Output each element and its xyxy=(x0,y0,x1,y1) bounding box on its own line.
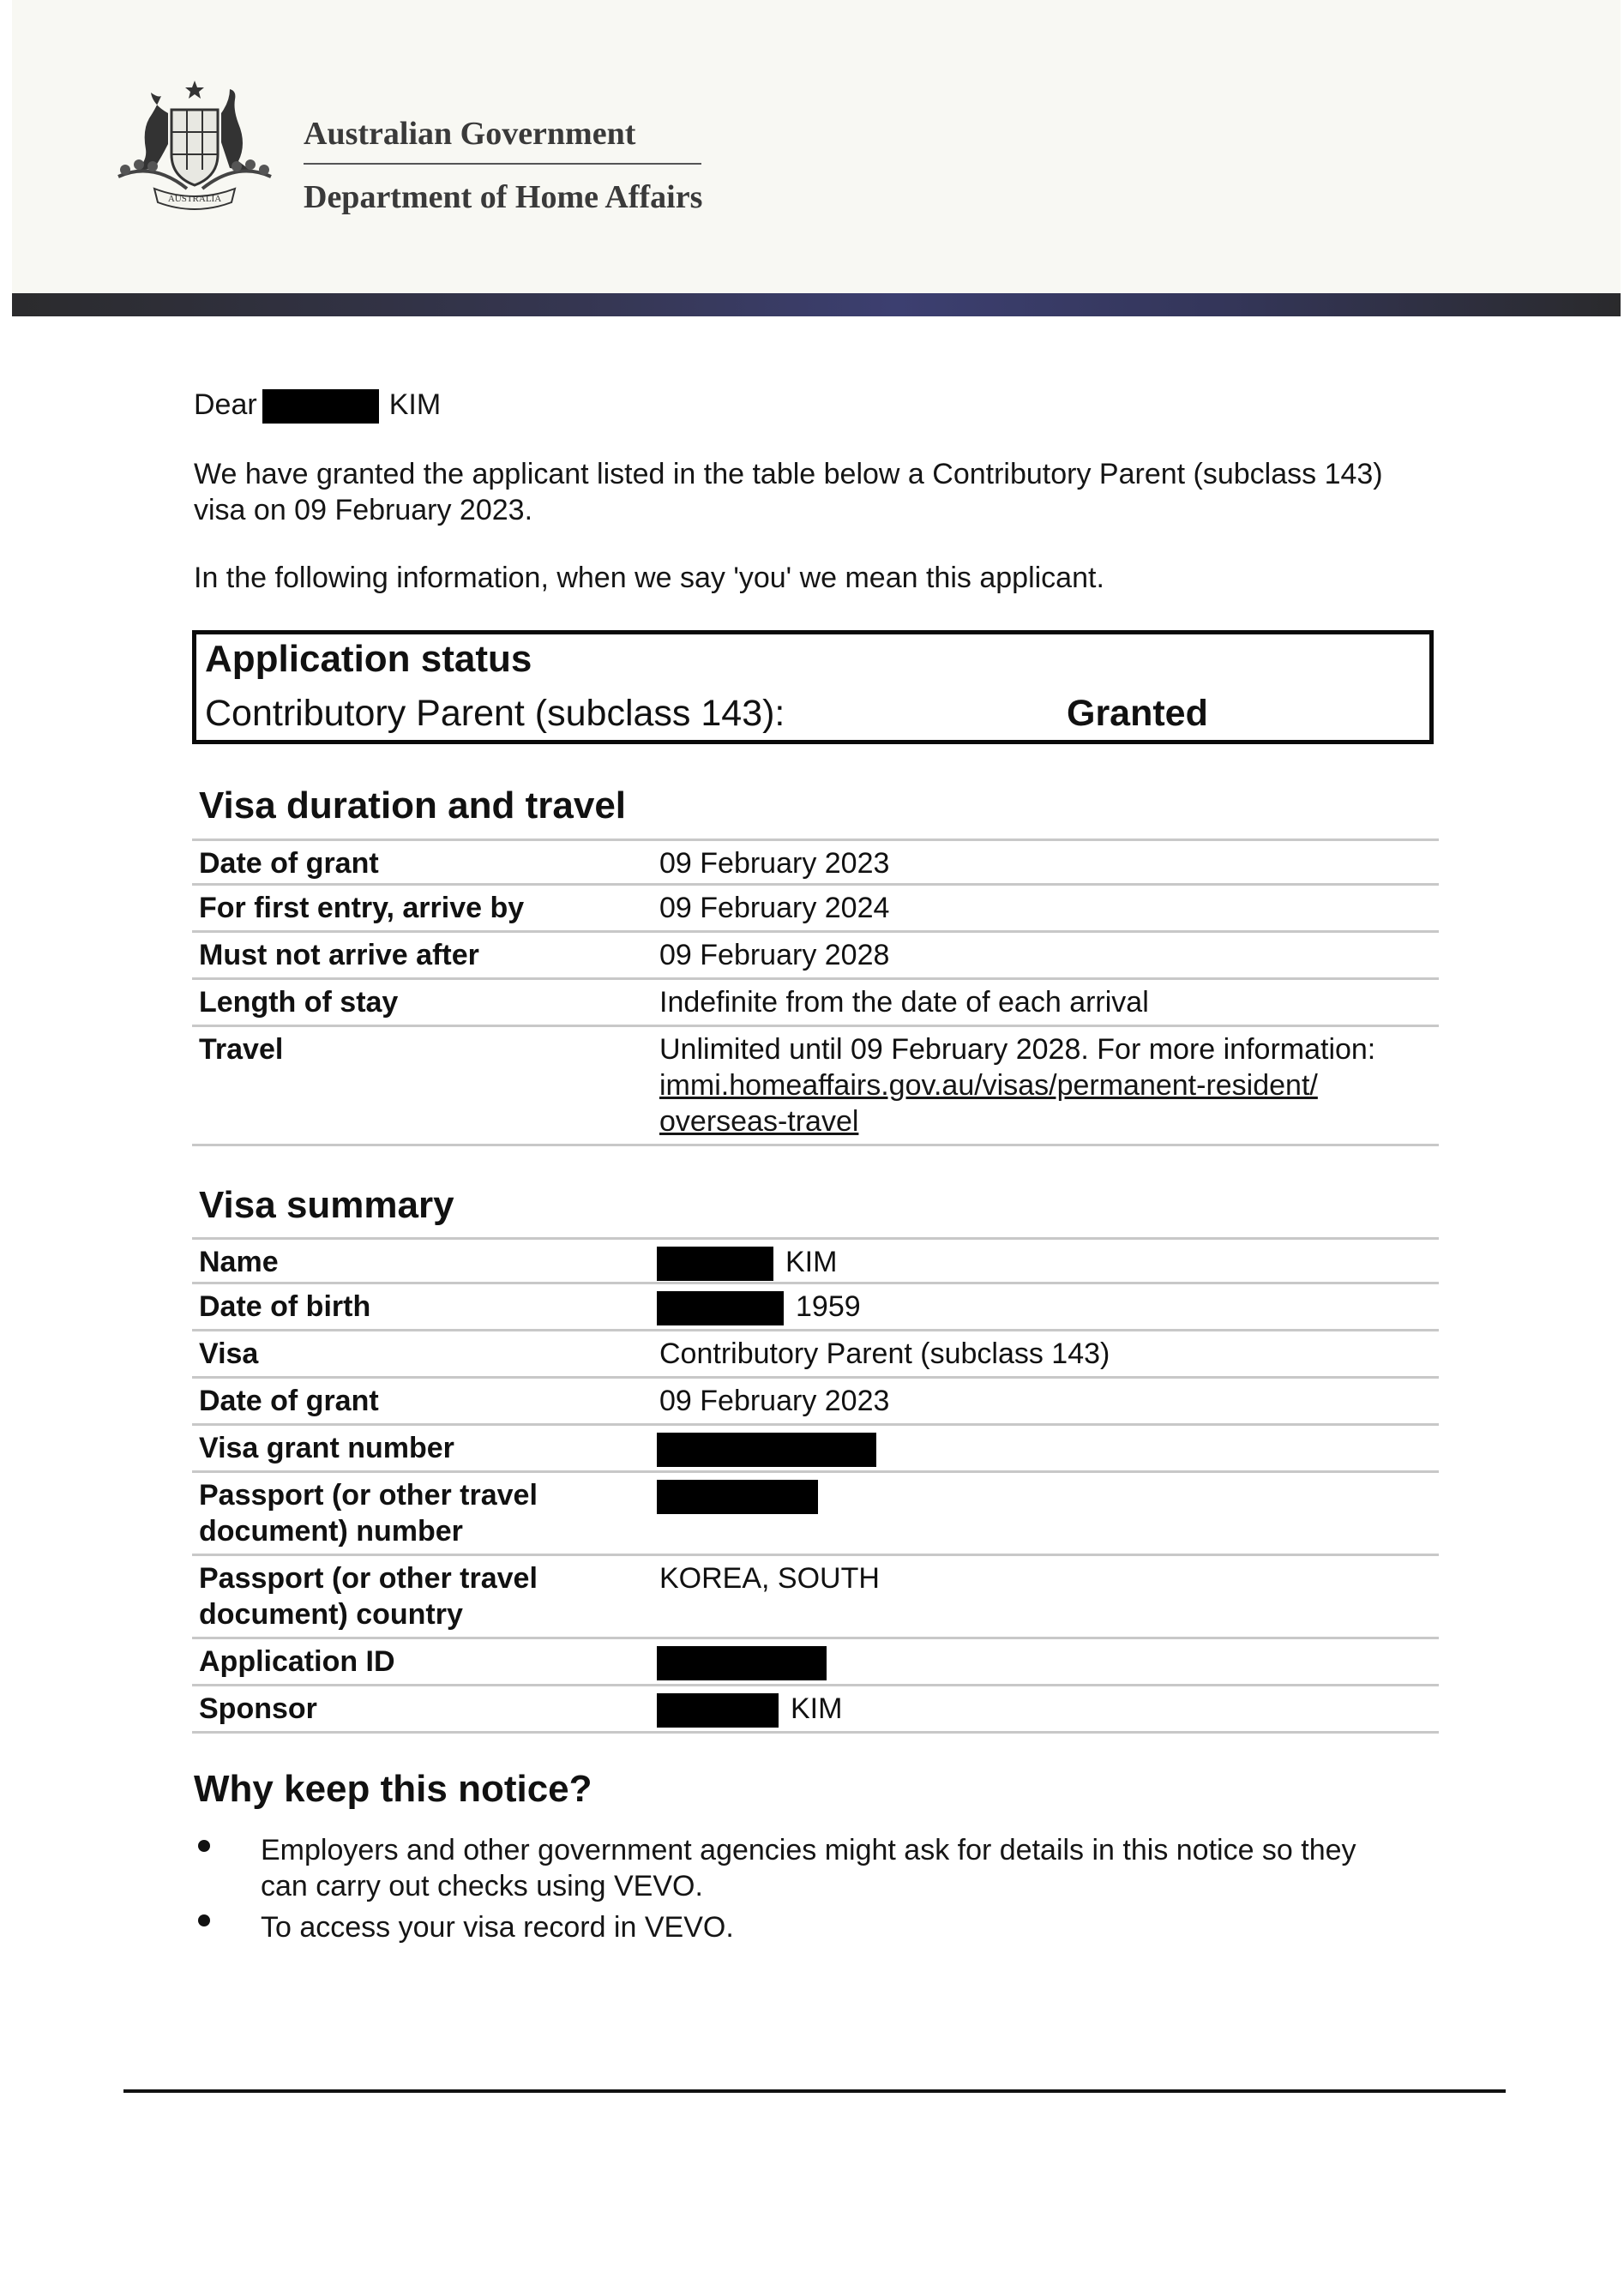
table-row xyxy=(192,1027,1439,1146)
redaction xyxy=(657,1480,818,1514)
salutation-name: KIM xyxy=(388,388,442,421)
status-value: Granted xyxy=(1067,693,1208,734)
table-row xyxy=(192,1639,1439,1686)
table-row xyxy=(192,1556,1439,1639)
intro-line-2: visa on 09 February 2023. xyxy=(194,494,533,526)
row-label: Passport (or other travel document) number xyxy=(199,1479,538,1548)
row-label: Length of stay xyxy=(199,986,399,1019)
bullet-icon xyxy=(198,1840,210,1852)
row-label: Visa grant number xyxy=(199,1432,454,1464)
table-row xyxy=(192,1379,1439,1426)
redaction xyxy=(657,1247,773,1281)
applicant-meaning: In the following information, when we say 'you' we mean this applicant. xyxy=(194,562,1104,594)
row-value xyxy=(659,1031,1375,1139)
row-label: Passport (or other travel document) country xyxy=(199,1562,538,1631)
row-value: 09 February 2023 xyxy=(659,1385,890,1417)
redaction xyxy=(657,1646,827,1680)
bullet-icon xyxy=(198,1914,210,1926)
salutation-word: Dear xyxy=(194,388,257,421)
row-label: Date of grant xyxy=(199,847,379,880)
row-value xyxy=(657,1644,827,1680)
redaction xyxy=(657,1291,784,1325)
row-value xyxy=(657,1430,876,1467)
table-row xyxy=(192,1237,1439,1284)
status-label: Contributory Parent (subclass 143): xyxy=(205,693,785,734)
redaction xyxy=(657,1693,779,1728)
svg-text:AUSTRALIA: AUSTRALIA xyxy=(167,194,222,204)
row-value: 09 February 2028 xyxy=(659,939,890,971)
government-title: Australian Government xyxy=(304,116,636,152)
row-label: Date of grant xyxy=(199,1385,379,1417)
row-value: KIM xyxy=(657,1244,837,1281)
row-label: Name xyxy=(199,1246,279,1278)
intro-line-1: We have granted the applicant listed in the table below a Contributory Parent (subclass 143) xyxy=(194,458,1383,490)
row-label: For first entry, arrive by xyxy=(199,892,525,924)
coat-of-arms-icon xyxy=(101,75,288,221)
row-value: 1959 xyxy=(657,1289,861,1325)
table-row xyxy=(192,933,1439,980)
redaction xyxy=(262,389,379,424)
row-label: Visa xyxy=(199,1337,259,1370)
row-value: 09 February 2024 xyxy=(659,892,890,924)
header-divider xyxy=(304,163,701,165)
duration-table xyxy=(192,838,1439,1146)
row-label: Travel xyxy=(199,1033,284,1066)
row-value xyxy=(657,1477,818,1514)
table-row xyxy=(192,838,1439,886)
row-value: Indefinite from the date of each arrival xyxy=(659,986,1149,1019)
why-title: Why keep this notice? xyxy=(194,1768,592,1810)
duration-title: Visa duration and travel xyxy=(199,784,627,826)
travel-text: Unlimited until 09 February 2028. For more information: xyxy=(659,1033,1376,1066)
letterhead-bar xyxy=(12,293,1621,316)
row-value: KOREA, SOUTH xyxy=(659,1562,880,1595)
table-row xyxy=(192,1426,1439,1473)
application-status-box xyxy=(192,630,1434,744)
table-row xyxy=(192,1473,1439,1556)
row-label: Must not arrive after xyxy=(199,939,479,971)
table-row xyxy=(192,1331,1439,1379)
footer-divider xyxy=(123,2089,1506,2093)
summary-table xyxy=(192,1237,1439,1734)
table-row xyxy=(192,1686,1439,1734)
table-row xyxy=(192,980,1439,1027)
department-name: Department of Home Affairs xyxy=(304,179,703,215)
redaction xyxy=(657,1433,876,1467)
status-title: Application status xyxy=(205,638,532,680)
row-label: Sponsor xyxy=(199,1692,317,1725)
table-row xyxy=(192,886,1439,933)
summary-title: Visa summary xyxy=(199,1184,454,1226)
row-value: KIM xyxy=(657,1691,842,1728)
row-label: Date of birth xyxy=(199,1290,371,1323)
travel-info-link[interactable]: immi.homeaffairs.gov.au/visas/permanent-resident/ xyxy=(659,1069,1318,1102)
bullet-1-line-2: can carry out checks using VEVO. xyxy=(261,1870,703,1902)
bullet-2-line-1: To access your visa record in VEVO. xyxy=(261,1911,734,1944)
bullet-1-line-1: Employers and other government agencies might ask for details in this notice so they xyxy=(261,1834,1356,1866)
row-value: Contributory Parent (subclass 143) xyxy=(659,1337,1110,1370)
travel-info-link[interactable]: overseas-travel xyxy=(659,1105,859,1138)
table-row xyxy=(192,1284,1439,1331)
row-label: Application ID xyxy=(199,1645,395,1678)
salutation xyxy=(194,387,441,424)
row-value: 09 February 2023 xyxy=(659,847,890,880)
